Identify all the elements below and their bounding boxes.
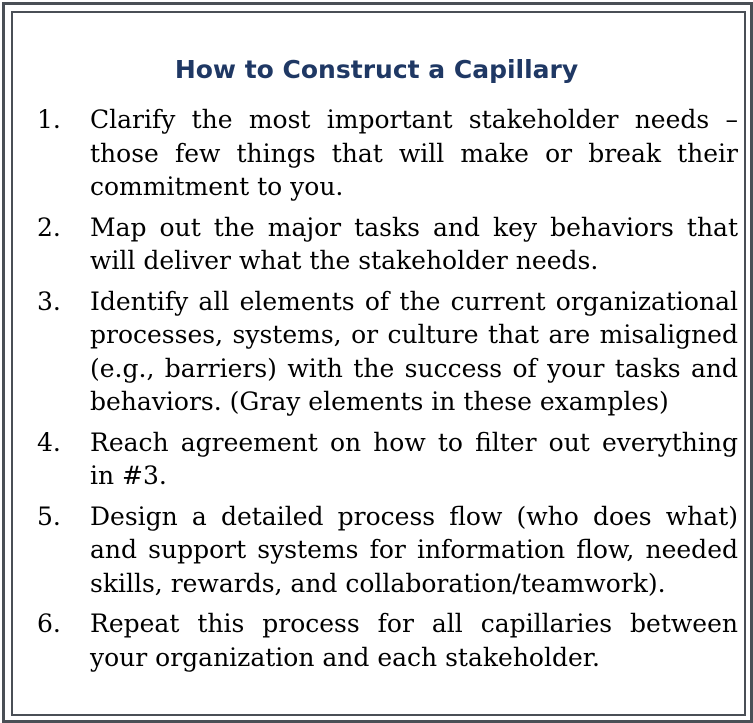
step-text: Design a detailed process flow (who does what) and support systems for information flow, needed skills, rewards, and collaboration/teamwork). (90, 501, 738, 598)
step-number: 6. (37, 609, 61, 638)
list-item-step-3 (37, 285, 738, 419)
list-item-step-4 (37, 426, 738, 493)
page-title: How to Construct a Capillary (174, 55, 579, 84)
step-number: 1. (37, 105, 61, 134)
list-item-step-2 (37, 211, 738, 278)
list-item-step-6 (37, 607, 738, 674)
step-number: 5. (37, 501, 61, 531)
list-item-step-5 (37, 500, 738, 601)
step-text: Repeat this process for all capillaries between your organization and each stakeholder. (90, 609, 738, 672)
step-number: 3. (37, 286, 61, 316)
step-text: Map out the major tasks and key behaviors that will deliver what the stakeholder needs. (90, 212, 738, 275)
step-text: Clarify the most important stakeholder needs – those few things that will make or break their commitment to you. (90, 105, 738, 201)
list-item-step-1 (37, 103, 738, 204)
step-text: Identify all elements of the current organizational processes, systems, or culture that are misaligned (e.g., barriers) with the success of your tasks and behaviors. (Gray elements in these examples) (90, 286, 738, 416)
step-text: Reach agreement on how to filter out everything in #3. (90, 427, 738, 490)
step-number: 2. (37, 212, 61, 242)
steps-list (37, 103, 738, 681)
step-number: 4. (37, 427, 61, 457)
